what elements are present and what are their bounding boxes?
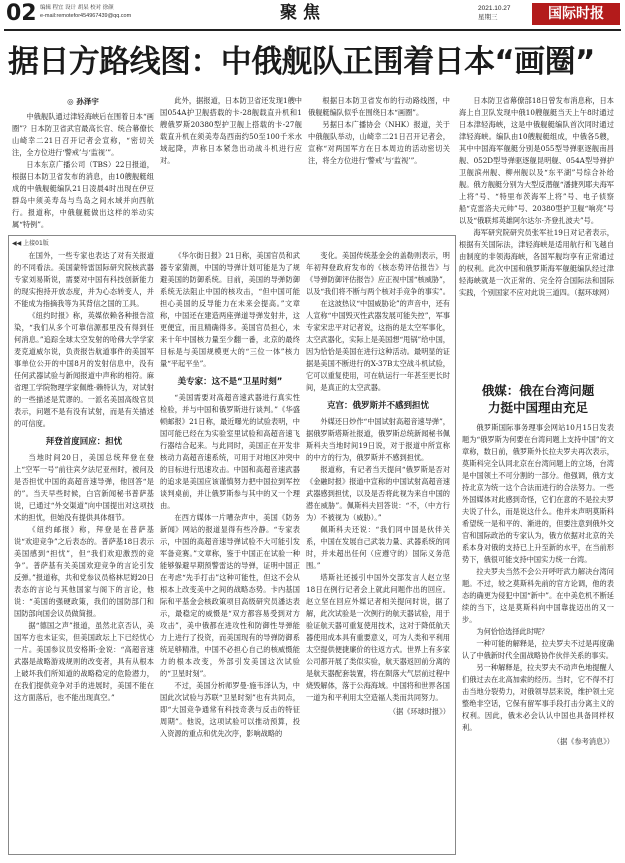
commentary-source: （据《环球时报》） <box>388 707 450 716</box>
commentary-paragraph: 变化。美国传统基金会的盖勒则表示，明年初拜登政府发布的《核态势评估报告》与《导弹防御评估报告》应正视中国“核威胁”，以及“我们将不断与两个核对手竞争的事实”。 <box>306 251 450 296</box>
sidebar-source: （据《参考消息》） <box>552 737 614 746</box>
article-headline: 据日方路线图：中俄舰队正围着日本“画圈” <box>8 44 595 80</box>
sidebar-headline-line: 力挺中国理由充足 <box>487 400 588 415</box>
page-number: 02 <box>6 1 37 26</box>
lead-paragraph: 中俄舰队通过津轻海峡后在围着日本“画圈”？日本防卫省武官最高长官、统合幕僚长山崎幸二21日召开记者会宣称，“密切关注，全方位进行‘警戒’与‘监视’”。 <box>12 112 154 157</box>
sidebar-paragraph: 一种可能的解释是，拉夫罗夫不过是再度确认了中俄新时代全面战略协作伙伴关系的事实。 <box>462 639 614 660</box>
lead-column-4 <box>459 95 614 373</box>
staff-credits <box>40 4 131 20</box>
commentary-paragraph: 当地时间20日，美国总统拜登在登上“空军一号”前往宾夕法尼亚州时，被问及是否担忧中国的高超音速导弹，他回答“是的”。当天早些时候，白宫新闻秘书普萨基说，已通过“外交渠道”向中国提出对这项技术的担忧，但她没有提供具体细节。 <box>14 453 154 522</box>
commentary-column-1 <box>14 250 154 850</box>
continued-from-label: ◀◀ 上接01版 <box>12 240 49 247</box>
sidebar-paragraph: 另一种解释是，拉夫罗夫不动声色地提醒人们俄过去在北高加索的经历。当时，它不得不打击当地分裂势力，对俄领导层来说，维护领土完整绝非空话，它保有留军事手段打击分离主义的权利。因此，俄未必会认认中国也具备同样权利。 <box>462 663 614 732</box>
commentary-paragraph: 据“德国之声”报道，虽然北京否认，美国军方也未证实，但美国政坛上下已经忧心一片。美国参议员安格斯·金说：“高超音速武器是战略游戏规则的改变者，具有从根本上破坏我们所知道的战略稳定的危险潜力，在我们提供竞争对手的进展时，美国不能在这方面落后，也不能出现真空。” <box>14 621 154 702</box>
commentary-column-2 <box>160 250 300 850</box>
sidebar-paragraph: 拉夫罗夫当然不会公开呼吁武力解决台湾问题。不过，较之莫斯科先前的官方论调，他的表态的确更为侵犯中国“新中”。在中美危机不断延续的当下，这是莫斯科向中国靠拢迈出的又一步。 <box>462 567 614 624</box>
page-header <box>0 0 625 28</box>
issue-date-value: 2021.10.27 <box>478 5 511 12</box>
sidebar-article <box>462 376 614 856</box>
sidebar-paragraph: 为何恰恰选择此时呢？ <box>476 627 549 636</box>
lead-paragraph: 根据日本防卫省发布的行动路线图，中俄舰艇编队似乎在围绕日本“画圈”。 <box>308 96 450 117</box>
commentary-paragraph: 在国外，一些专家也表达了对有关报道的不同看法。美国蒙特雷国际研究院核武器专家刘易斯说，需要对中国有科技创新能力的现实抱持开放态度，并为心态转变人，并不能成为指摘我等为其背信之国的工具。 <box>14 251 154 308</box>
commentary-paragraph: 《华尔街日报》21日称，美国官员和武器专家猜测，中国的导弹计划可能是为了规避美国的防御系统。目前，美国的导弹防御系统无法阻止中国的核攻击，“但中国可能担心美国的反导能力在未来会提高。”文章称，中国还在建造两座弹道导弹发射井，这更便宜，而且精确得多。美国官员担心，未来十年中国核力量至少翻一番，北京的最终目标是与美国规模更大的“三位一体”核力量“平起平坐”。 <box>160 251 300 368</box>
lead-paragraph: 海军研究院研究员张军社19日对记者表示，根据有关国际法，津轻海峡是适用航行和飞越自由制度的非领海海峡，各国军舰均享有正常通过的权利。此次中国和俄罗斯海军舰艇编队经过津轻海峡就是一次正常的、完全符合国际法和国际实践，个别国家不应对此说三道四。（据环球网） <box>459 228 614 297</box>
newspaper-masthead-logo: 国际时报 <box>532 3 620 25</box>
section-title: 聚焦 <box>280 3 326 23</box>
commentary-paragraph: 《纽约邮报》称，拜登是在普萨基说“欢迎竞争”之后表态的。普萨基18日表示美国感到“担忧”，但“我们欢迎激烈的竞争”。普萨基有关美国欢迎竞争的言论引发反弹。”报道称，共和党参议员格林尼姆20日表态的言论与其他国家与阁下的言论，他说：“美国的强硬政策，我们的国防部门和国防部向国会议员做简报。 <box>14 525 154 618</box>
commentary-paragraph: 不过，美国分析师罗曼·施韦泽认为，中国此次试验与苏联“卫星时刻”也有共同点，即“大国竞争通常有科技奇袭与反击的特征周期”。他说，这项试验可以推动预算，投入资源的重点和优先次序，影响战略的 <box>160 681 300 738</box>
header-divider <box>4 29 621 31</box>
lead-paragraph: 另据日本广播协会（NHK）报道，关于中俄舰队举动，山崎幸二21日召开记者会，宣称“对两国军方在日本周边的活动密切关注，将全方位进行‘警戒’与‘监视’”。 <box>308 120 450 165</box>
commentary-paragraph: 塔斯社还援引中国外交部发言人赵立坚18日在例行记者会上就此问题作出的回应。赵立坚在回应外媒记者相关提问时说，据了解，此次试验是一次例行的航天器试验，用于验证航天器可重复使用技术，这对于降低航天器使用成本具有重要意义，可为人类和平利用太空提供便捷廉价的往返方式。世界上有多家公司都开展了类似实验，航天器返回前分离的是航天器配套装置，将在陨落大气层前过程中烧毁解体，落于公海海域。中国将和世界各国一道为和平利用太空造福人类而共同努力。 <box>306 573 450 702</box>
commentary-paragraph: 外媒还日炒作“中国试射高超音速导弹”，据俄罗斯塔斯社报道，俄罗斯总统新闻秘书佩斯科夫当地时间19日说，对于报道中所宣称的中方的行为，俄罗斯并不感到担忧。 <box>306 417 450 462</box>
sidebar-headline <box>462 382 614 416</box>
issue-weekday: 星期三 <box>478 14 498 21</box>
commentary-column-3 <box>306 250 450 850</box>
commentary-paragraph: “美国需要对高超音速武器进行真实性检验，并与中国和俄罗斯进行谈判。”《华盛顿邮报》21日称，最近曝光的试验表明，中国可能已经在为实验室里试验和高超音速飞行器结合起来。与此同时，美国正在开发非核动力高超音速系统，可用于对地区冲突中的目标进行迅速攻击。中国和高超音速武器的追求是美国应该谨慎努力把中国拉到军控谈判桌前，并让俄罗斯参与其中的又一个理由。 <box>160 393 300 510</box>
commentary-paragraph: 《纽约时报》称，英媒依赖各种报告渲染，“我们从多个可靠信源那里没有得到任何消息。”追踪全球太空发射的哈佛大学学家麦克道威尔说，负责报告航道事件的美国军事单位公开的中国8月的发射信息中，没有任何武器试验与新闻报道中声称的相符。麻省理工学院物理学家佩维·赖特认为，对试射的一些描述是荒谬的。一派名美国高级官员表示，问题不是有没有试射，而是有关描述的可信度。 <box>14 311 154 428</box>
lead-column-2 <box>160 95 302 233</box>
lead-paragraph: 日本东京广播公司（TBS）22日报道，根据日本防卫省发布的消息，由10艘舰艇组成的中俄舰艇编队21日凌晨4时出现在伊豆群岛中须美寿岛与鸟岛之间水域并向西航行。报道称，中俄舰艇做出这样的举动实属“特例”。 <box>12 160 154 229</box>
subheading: 美专家：这不是“卫星时刻” <box>177 377 283 387</box>
sidebar-headline-line: 俄媒：俄在台湾问题 <box>481 383 595 398</box>
lead-paragraph: 日本防卫省幕僚部18日曾发布消息称，日本海上自卫队发现中俄10艘舰艇当天上午8时通过日本津轻海峡，这是中俄舰艇编队首次同时通过津轻海峡。编队由10艘舰艇组成，中俄各5艘，其中中国海军舰艇分别是055型导弹驱逐舰南昌舰、052D型导弹驱逐舰昆明舰、054A型导弹护卫舰滨州舰、柳州舰以及“东平湖”号综合补给舰。俄方舰艇分别为大型反潜舰“潘捷列耶夫海军上将”号、“特里布茨海军上将”号、电子侦察船“克雷洛夫元帅”号、20380型护卫舰“响亮”号以及“俄联邦英雄阿尔达尔·齐登扎波夫”号。 <box>459 96 614 225</box>
commentary-paragraph: 佩斯科夫还说：“我们同中国是伙伴关系，中国在发展自己武装力量、武器系统的同时，并未超出任何（应遵守的）国际义务范围。” <box>306 525 450 570</box>
subheading: 克宫：俄罗斯并不感到担忧 <box>326 401 429 411</box>
subheading: 拜登首度回应：担忧 <box>45 437 123 447</box>
issue-date <box>478 4 511 22</box>
lead-paragraph: 此外，据报道，日本防卫省还发现1艘中国054A护卫舰搭载的卡-28舰载直升机和1艘俄罗斯20380型护卫舰上搭载的卡-27舰载直升机在须美寿岛西南约50至100千米水域起降，声称日本紧急出动战斗机进行应对。 <box>160 96 302 165</box>
lead-column-3 <box>308 95 450 233</box>
commentary-paragraph: 在这波热议“中国威胁论”的声音中，还有人宣称“中国毁灭性武器发展可能失控”，军事专家宋忠平对记者说，这指的是太空军事化，太空武器化，实际上是美国想“甩锅”给中国，因为恰恰是美国在进行这种活动。最明显的证据是美国不断进行的X-37B太空战斗机试验，它可以重复使用，可在轨运行一年甚至更长时间，是真正的太空武器。 <box>306 299 450 392</box>
sidebar-paragraph: 俄罗斯国际事务理事会网站10月15日发表题为“俄罗斯为何要在台湾问题上支持中国”的文章称，数日前，俄罗斯外长拉夫罗夫再次表示，莫斯科完全认同北京在台湾问题上的立场，台湾是中国领土不可分割的一部分。他强调，俄方支持北京为统一这个合法而进行的合法努力。一些外国媒体对此感到奇怪，它们在意的不是拉夫罗夫说了什么，而是说这什么。他并未声明莫斯科希望统一是和平的、渐进的，但要注意到俄外交官和国际政治的专家认为，俄方依据对北京的关系本身对俄的支持已上升至新的水平，在当前形势下，俄很可能支持中国实力统一台湾。 <box>462 423 614 564</box>
commentary-paragraph: 在西方媒体一片嘈杂声中，美国《防务新闻》网站的报道显得有些冷静。“专家表示，中国的高超音速导弹试验不大可能引发军备竞赛。”文章称，鉴于中国正在试验一种能够躲避早期预警雷达的导弹，证明中国正在考虑“先手打击”这种可能性，但这不会从根本上改变美中之间的战略态势。卡内基国际和平基金会核政策项目高级研究员潘达表示，最稳定的威慑是“双方都容易受到对方攻击”，美中俄都在进攻性和防御性导弹能力上进行了投资，而美国现有的导弹防御系统足够精准，中国不必担心自己的核威慑能力的根本改变，外部引发美国这次试验的“卫星时刻”。 <box>160 513 300 678</box>
staff-credits-line: 编辑 程宜 设计 胡杲 校对 徐颜 <box>40 5 114 11</box>
commentary-paragraph: 报道称，有记者当天提问“俄罗斯是否对《金融时报》报道中宣称的中国试射高超音速武器感到担忧，以及是否将此视为来自中国的潜在威胁”。佩斯科夫回答说：“不，（中方行为）不被视为（威胁）。” <box>306 465 450 522</box>
lead-column-1 <box>12 95 154 233</box>
staff-email: e-mail:remotefor454967439@qq.com <box>40 13 132 19</box>
article-author: ◎ 孙泽宇 <box>67 97 99 106</box>
